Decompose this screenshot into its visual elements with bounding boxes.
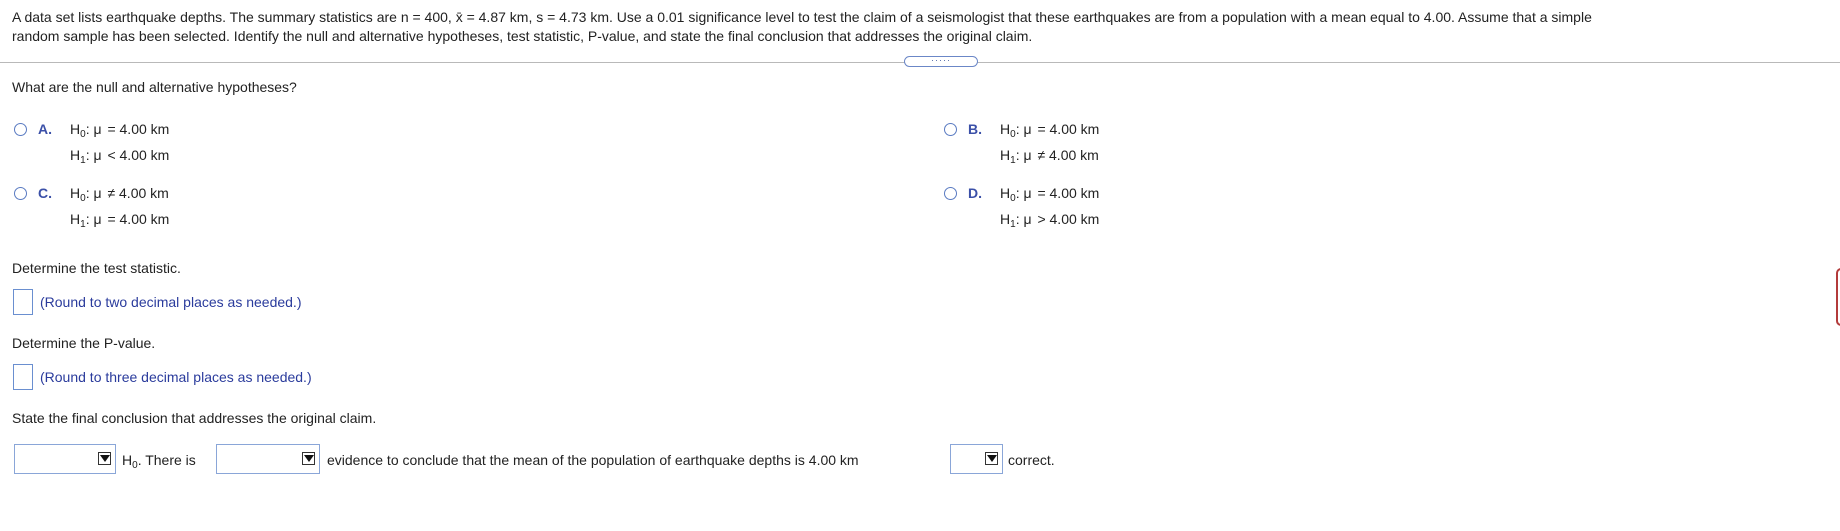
chevron-down-icon[interactable] <box>985 452 998 465</box>
h1-line: $H_1$: μ ≠ 4.00 km <box>1000 147 1099 166</box>
h0-label: $H_0$. There is <box>122 452 196 471</box>
h1-line: $H_1$: μ < 4.00 km <box>70 147 170 166</box>
h0-line: $H_0$: μ = 4.00 km <box>1000 185 1100 204</box>
h1-line: $H_1$: μ > 4.00 km <box>1000 211 1100 230</box>
radio-c[interactable] <box>14 187 27 200</box>
option-a[interactable] <box>14 116 414 168</box>
conclusion-question: State the final conclusion that addresses the original claim. <box>12 410 377 426</box>
option-c[interactable] <box>14 180 414 232</box>
option-letter: B. <box>968 121 982 137</box>
h0-line: $H_0$: μ ≠ 4.00 km <box>70 185 169 204</box>
test-statistic-input[interactable] <box>13 289 33 315</box>
test-statistic-hint: (Round to two decimal places as needed.) <box>40 294 302 310</box>
radio-b[interactable] <box>944 123 957 136</box>
option-letter: A. <box>38 121 52 137</box>
h0-line: $H_0$: μ = 4.00 km <box>1000 121 1100 140</box>
problem-line-2: random sample has been selected. Identify the null and alternative hypotheses, test statistic, P-value, and state the final conclusion that addresses the original claim. <box>12 28 1033 44</box>
hypotheses-question: What are the null and alternative hypotheses? <box>12 79 297 95</box>
expand-button[interactable]: ····· <box>904 56 978 67</box>
p-value-input[interactable] <box>13 364 33 390</box>
option-letter: D. <box>968 185 982 201</box>
radio-a[interactable] <box>14 123 27 136</box>
problem-statement <box>12 8 1838 46</box>
option-d[interactable] <box>944 180 1344 232</box>
problem-line-1: A data set lists earthquake depths. The summary statistics are n = 400, x̄ = 4.87 km, s = 4.73 km. Use a 0.01 significance level to test the claim of a seismologist that these earthquakes are from a population with a mean equal to 4.00. Assume that a simple <box>12 9 1592 25</box>
h0-line: $H_0$: μ = 4.00 km <box>70 121 170 140</box>
conclusion-middle-text: evidence to conclude that the mean of the population of earthquake depths is 4.00 km <box>327 452 859 468</box>
claim-dropdown[interactable] <box>950 444 1003 474</box>
side-panel-tab[interactable] <box>1836 268 1840 326</box>
p-value-hint: (Round to three decimal places as needed.) <box>40 369 312 385</box>
h1-line: $H_1$: μ = 4.00 km <box>70 211 170 230</box>
chevron-down-icon[interactable] <box>98 452 111 465</box>
test-statistic-question: Determine the test statistic. <box>12 260 181 276</box>
evidence-dropdown[interactable] <box>216 444 320 474</box>
chevron-down-icon[interactable] <box>302 452 315 465</box>
conclusion-end-text: correct. <box>1008 452 1055 468</box>
option-b[interactable] <box>944 116 1344 168</box>
decision-dropdown[interactable] <box>14 444 116 474</box>
radio-d[interactable] <box>944 187 957 200</box>
option-letter: C. <box>38 185 52 201</box>
p-value-question: Determine the P-value. <box>12 335 156 351</box>
